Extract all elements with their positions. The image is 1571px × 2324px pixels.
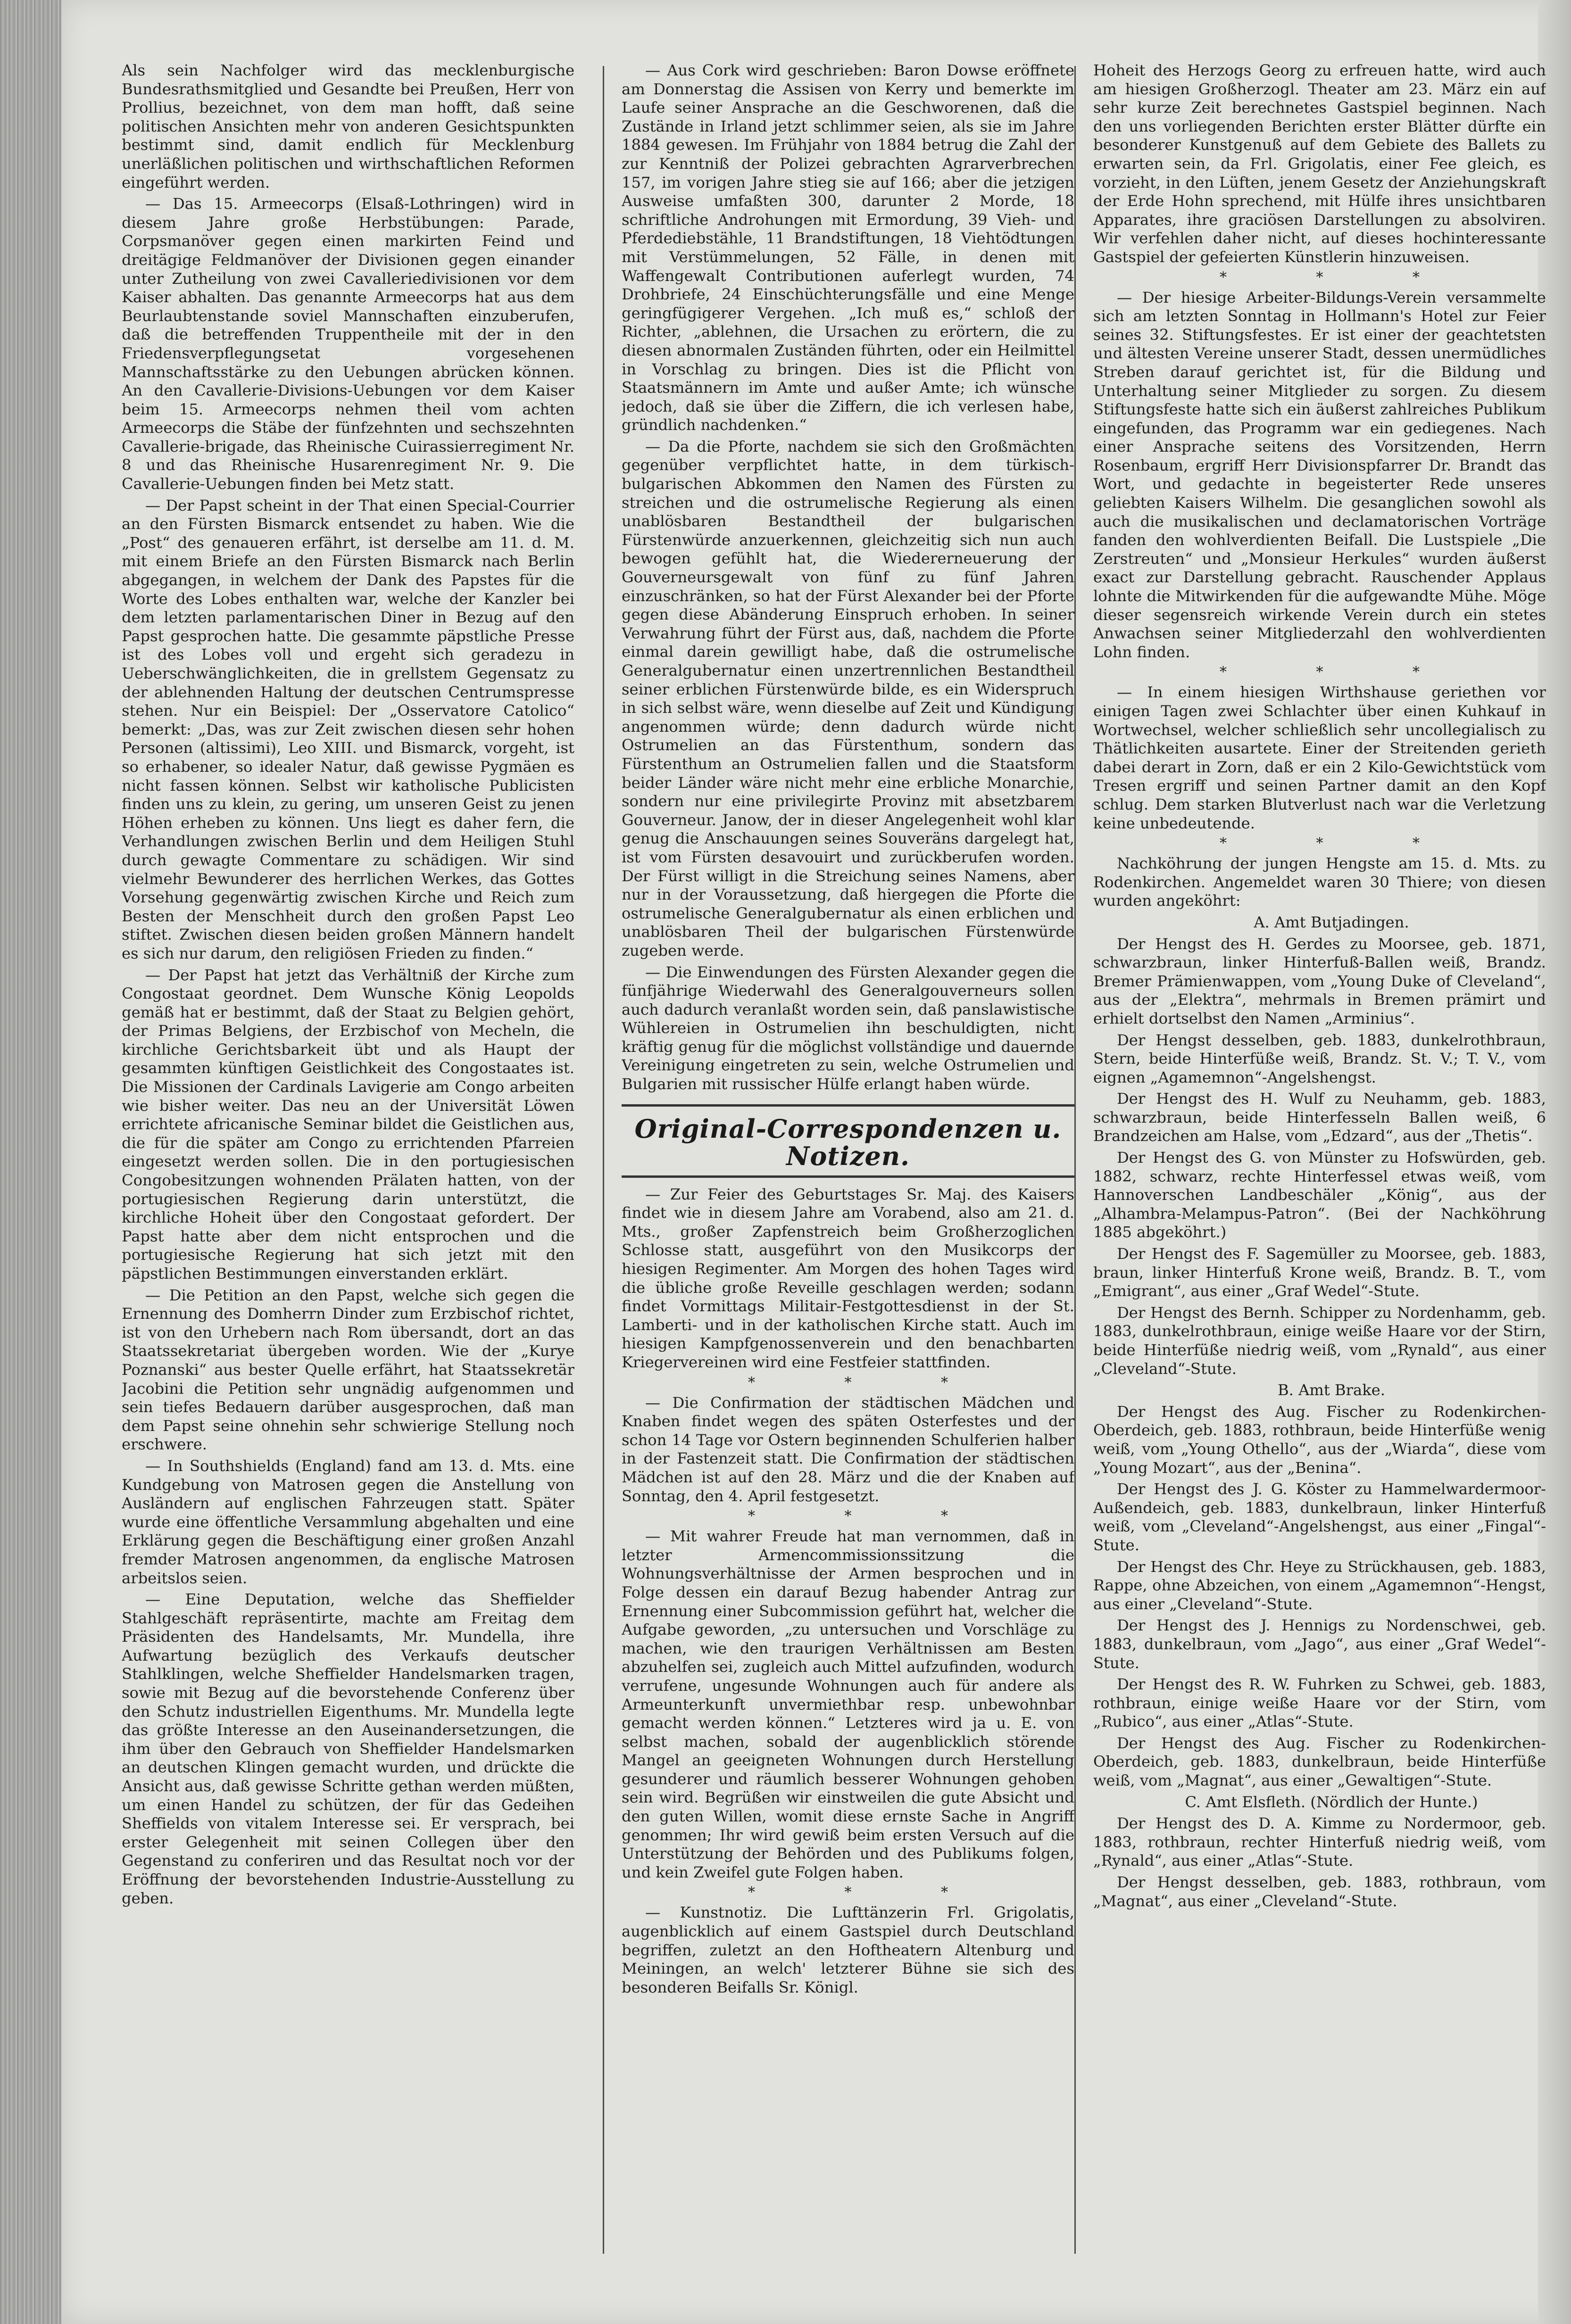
article-paragraph: — Die Einwendungen des Fürsten Alexander gegen die fünfjährige Wiederwahl des Generalgouverneurs sollen auch dadurch veranlaßt worden sein, daß panslawistische Wühlereien in Ostrumelien ihn beschuldigten, nicht kräftig genug für die möglichst vollständige und dauernde Vereinigung eingetreten zu sein, welche Ostrumelien und Bulgarien mit russischer Hülfe erlangt haben würde.	[622, 963, 1074, 1093]
list-item: Der Hengst des D. A. Kimme zu Nordermoor, geb. 1883, rothbraun, rechter Hinterfuß niedrig weiß, vom „Rynald“, aus einer „Atlas“-Stute.	[1093, 1814, 1546, 1870]
list-item: Der Hengst desselben, geb. 1883, dunkelrothbraun, Stern, beide Hinterfüße weiß, Brandz. St. V.; T. V., vom eignen „Agamemnon“-Angelshengst.	[1093, 1031, 1546, 1086]
district-heading: B. Amt Brake.	[1277, 1381, 1386, 1399]
list-item: Der Hengst des Aug. Fischer zu Rodenkirchen-Oberdeich, geb. 1883, dunkelbraun, beide Hinterfüße weiß, vom „Magnat“, aus einer „Gewaltigen“-Stute.	[1093, 1734, 1546, 1790]
article-paragraph: — Mit wahrer Freude hat man vernommen, daß in letzter Armencommissionssitzung die Wohnungsverhältnisse der Armen besprochen und in Folge dessen ein darauf Bezug habender Antrag zur Ernennung einer Subcommission geführt hat, welcher die Aufgabe geworden, „zu untersuchen und Vorschläge zu machen, wie den traurigen Verhältnissen am Besten abzuhelfen sei, zugleich auch Mittel aufzufinden, wodurch verrufene, ungesunde Wohnungen auch für andere als Armeunterkunft unvermiethbar resp. unbewohnbar gemacht werden können.“ Letzteres wird ja u. E. von selbst machen, sobald der augenblicklich störende Mangel an geeigneten Wohnungen durch Herstellung gesunderer und räumlich besserer Wohnungen gehoben sein wird. Begrüßen wir einstweilen die gute Absicht und den guten Willen, womit diese ernste Sache in Angriff genommen; Ihr wird gewiß beim ersten Versuch auf die Unterstützung der Behörden und des Publikums folgen, und kein Zweifel gute Folgen haben.	[622, 1527, 1074, 1881]
separator-stars: * * *	[1219, 269, 1463, 286]
article-paragraph: — Aus Cork wird geschrieben: Baron Dowse eröffnete am Donnerstag die Assisen von Kerry und bemerkte im Laufe seiner Ansprache an die Geschworenen, daß die Zustände in Irland jetzt schlimmer seien, als sie im Jahre 1884 gewesen. Im Frühjahr von 1884 betrug die Zahl der zur Kenntniß der Polizei gebrachten Agrarverbrechen 157, im vorigen Jahre stieg sie auf 166; aber die jetzigen Ausweise umfaßten 300, darunter 2 Morde, 18 schriftliche Androhungen mit Ermordung, 39 Vieh- und Pferdediebstähle, 11 Brandstiftungen, 18 Viehtödtungen mit Verstümmelungen, 52 Fälle, in denen mit Waffengewalt Contributionen auferlegt wurden, 74 Drohbriefe, 24 Einschüchterungsfälle und eine Menge geringfügigerer Vergehen. „Ich muß es,“ schloß der Richter, „ablehnen, die Ursachen zu erörtern, die zu diesen abnormalen Zuständen führten, oder ein Heilmittel in Vorschlag zu bringen. Dies ist die Pflicht von Staatsmännern im Amte und außer Amte; ich wünsche jedoch, daß sie über die Ziffern, die ich verlesen habe, gründlich nachdenken.“	[622, 61, 1074, 434]
list-item: Der Hengst des G. von Münster zu Hofswürden, geb. 1882, schwarz, rechte Hinterfessel etwas weiß, vom Hannoverschen Landbeschäler „König“, aus der „Alhambra-Melampus-Patron“. (Bei der Nachköhrung 1885 abgeköhrt.)	[1093, 1149, 1546, 1241]
column-rule-1	[603, 66, 604, 2254]
binding-spine	[0, 0, 61, 2324]
list-item: Der Hengst des H. Wulf zu Neuhamm, geb. 1883, schwarzbraun, beide Hinterfesseln Ballen weiß, 6 Brandzeichen am Halse, vom „Edzard“, aus der „Thetis“.	[1093, 1090, 1546, 1145]
article-paragraph: Nachköhrung der jungen Hengste am 15. d. Mts. zu Rodenkirchen. Angemeldet waren 30 Thiere; von diesen wurden angeköhrt:	[1093, 854, 1546, 910]
article-paragraph: — Kunstnotiz. Die Lufttänzerin Frl. Grigolatis, augenblicklich auf einem Gastspiel durch Deutschland begriffen, zuletzt an den Hoftheatern Altenburg und Meiningen, an welch' letzterer Bühne sie sich des besonderen Beifalls Sr. Königl.	[622, 1903, 1074, 1996]
column-3	[1093, 61, 1546, 2258]
list-item: Der Hengst des Chr. Heye zu Strückhausen, geb. 1883, Rappe, ohne Abzeichen, von einem „Agamemnon“-Hengst, aus einer „Cleveland“-Stute.	[1093, 1557, 1546, 1613]
list-item: Der Hengst des J. G. Köster zu Hammelwardermoor-Außendeich, geb. 1883, dunkelbraun, linker Hinterfuß weiß, vom „Cleveland“-Angelshengst, aus einer „Fingal“-Stute.	[1093, 1480, 1546, 1554]
section-heading: Original-Correspondenzen u. Notizen.	[622, 1104, 1074, 1178]
article-paragraph: — Der hiesige Arbeiter-Bildungs-Verein versammelte sich am letzten Sonntag in Hollmann's Hotel zur Feier seines 32. Stiftungsfestes. Er ist einer der geachtetsten und ältesten Vereine unserer Stadt, dessen unermüdliches Streben darauf gerichtet ist, für die Bildung und Unterhaltung seiner Mitglieder zu sorgen. Zu diesem Stiftungsfeste hatte sich ein äußerst zahlreiches Publikum eingefunden, das Programm war ein gediegenes. Nach einer Ansprache seitens des Vorsitzenden, Herrn Rosenbaum, ergriff Herr Divisionspfarrer Dr. Brandt das Wort, und gedachte in begeisterter Rede unseres geliebten Kaisers Wilhelm. Die gesanglichen sowohl als auch die musikalischen und declamatorischen Vorträge fanden den wohlverdienten Beifall. Die Lustspiele „Die Zerstreuten“ und „Monsieur Herkules“ wurden äußerst exact zur Darstellung gebracht. Rauschender Applaus lohnte die Mitwirkenden für die aufgewandte Mühe. Möge dieser segensreich wirkende Verein durch ein stetes Anwachsen seiner Mitgliederzahl den wohlverdienten Lohn finden.	[1093, 288, 1546, 661]
article-paragraph: Als sein Nachfolger wird das mecklenburgische Bundesrathsmitglied und Gesandte bei Preußen, Herr von Prollius, bezeichnet, von dem man hofft, daß seine politischen Ansichten mehr von anderen Gesichtspunkten bestimmt sind, damit endlich für Mecklenburg unerläßlichen politischen und wirthschaftlichen Reformen eingeführt werden.	[122, 61, 574, 191]
list-item: Der Hengst des R. W. Fuhrken zu Schwei, geb. 1883, rothbraun, einige weiße Haare vor der Stirn, vom „Rubico“, aus einer „Atlas“-Stute.	[1093, 1675, 1546, 1731]
district-heading: A. Amt Butjadingen.	[1254, 913, 1409, 931]
column-1	[122, 61, 574, 2258]
list-item: Der Hengst des F. Sagemüller zu Moorsee, geb. 1883, braun, linker Hinterfuß Krone weiß, Brandz. B. T., vom „Emigrant“, aus einer „Graf Wedel“-Stute.	[1093, 1245, 1546, 1300]
article-paragraph: — Zur Feier des Geburtstages Sr. Maj. des Kaisers findet wie in diesem Jahre am Vorabend, also am 21. d. Mts., großer Zapfenstreich beim Großherzoglichen Schlosse statt, ausgeführt von den Musikcorps der hiesigen Regimenter. Am Morgen des hohen Tages wird die übliche große Reveille geschlagen werden; sodann findet Vormittags Militair-Festgottesdienst in der St. Lamberti- und in der katholischen Kirche statt. Auch im hiesigen Kampfgenossenverein und den benachbarten Kriegervereinen wird eine Festfeier stattfinden.	[622, 1185, 1074, 1371]
separator-stars: * * *	[748, 1508, 991, 1525]
list-item: Der Hengst des J. Hennigs zu Nordenschwei, geb. 1883, dunkelbraun, vom „Jago“, aus einer „Graf Wedel“-Stute.	[1093, 1616, 1546, 1672]
article-paragraph: — Da die Pforte, nachdem sie sich den Großmächten gegenüber verpflichtet hatte, in dem türkisch-bulgarischen Abkommen den Namen des Fürsten zu streichen und die ostrumelische Regierung als einen unablösbaren Bestandtheil der bulgarischen Fürstenwürde anzuerkennen, gleichzeitig sich nun auch bewogen gefühlt hat, die Wiedererneuerung der Gouverneursgewalt von fünf zu fünf Jahren einzuschränken, so hat der Fürst Alexander bei der Pforte gegen diese Abänderung Einspruch erhoben. In seiner Verwahrung führt der Fürst aus, daß, nachdem die Pforte einmal darein gewilligt habe, daß die ostrumelische Generalgubernatur einen unzertrennlichen Bestandtheil seiner erblichen Fürstenwürde bilde, es ein Widerspruch in sich selbst wäre, wenn dieselbe auf Zeit und Kündigung angenommen würde; denn dadurch würde nicht Ostrumelien an das Fürstenthum, sondern das Fürstenthum an Ostrumelien fallen und die Staatsform beider Länder wäre nicht mehr eine erbliche Monarchie, sondern nur eine privilegirte Provinz mit absetzbarem Gouverneur. Janow, der in dieser Angelegenheit wohl klar genug die Anschauungen seines Souveräns dargelegt hat, ist vom Fürsten desavouirt und zurückberufen worden. Der Fürst willigt in die Streichung seines Namens, aber nur in der Voraussetzung, daß hiergegen die Pforte die ostrumelische Generalgubernatur als einen erblichen und unablösbaren Theil der bulgarischen Fürstenwürde zugeben werde.	[622, 437, 1074, 959]
article-paragraph: Hoheit des Herzogs Georg zu erfreuen hatte, wird auch am hiesigen Großherzogl. Theater am 23. März ein auf sehr kurze Zeit berechnetes Gastspiel beginnen. Nach den uns vorliegenden Berichten erster Blätter dürfte ein besonderer Kunstgenuß auf dem Gebiete des Ballets zu erwarten sein, da Frl. Grigolatis, einer Fee gleich, es vorzieht, in den Lüften, jenem Gesetz der Anziehungskraft der Erde Hohn sprechend, mit Hülfe ihres unsichtbaren Apparates, ihre graciösen Darstellungen zu absolviren. Wir verfehlen daher nicht, auf dieses hochinteressante Gastspiel der gefeierten Künstlerin hinzuweisen.	[1093, 61, 1546, 266]
article-paragraph: — In Southshields (England) fand am 13. d. Mts. eine Kundgebung von Matrosen gegen die Anstellung von Ausländern auf englischen Fahrzeugen statt. Später wurde eine öffentliche Versammlung abgehalten und eine Erklärung gegen die Beschäftigung einer großen Anzahl fremder Matrosen angenommen, da englische Matrosen arbeitslos seien.	[122, 1456, 574, 1587]
article-paragraph: — Der Papst scheint in der That einen Special-Courrier an den Fürsten Bismarck entsendet zu haben. Wie die „Post“ des genaueren erfährt, ist derselbe am 11. d. M. mit einem Briefe an den Fürsten Bismarck nach Berlin abgegangen, in welchem der Dank des Papstes für die Worte des Lobes enthalten war, welche der Kanzler bei dem letzten parlamentarischen Diner in Bezug auf den Papst gesprochen hatte. Die gesammte päpstliche Presse ist des Lobes voll und ergeht sich geradezu in Ueberschwänglichkeiten, die in grellstem Gegensatz zu der ablehnenden Haltung der deutschen Centrumspresse stehen. Nur ein Beispiel: Der „Osservatore Catolico“ bemerkt: „Das, was zur Zeit zwischen diesen sehr hohen Personen (altissimi), Leo XIII. und Bismarck, vorgeht, ist so erhabener, so idealer Natur, daß gewisse Pygmäen es nicht fassen können. Selbst wir katholische Publicisten finden uns zu klein, zu gering, um unseren Geist zu jenen Höhen erheben zu können. Uns liegt es daher fern, die Verhandlungen zwischen Berlin und dem Heiligen Stuhl durch gewagte Commentare zu schädigen. Wir sind vielmehr Bewunderer des herrlichen Werkes, das Gottes Vorsehung gegenwärtig zwischen Kirche und Reich zum Besten der Menschheit durch den großen Papst Leo stiftet. Zwischen diesen beiden großen Männern handelt es sich nur darum, den religiösen Frieden zu finden.“	[122, 496, 574, 962]
list-item: Der Hengst des Bernh. Schipper zu Nordenhamm, geb. 1883, dunkelrothbraun, einige weiße Haare vor der Stirn, beide Hinterfüße niedrig weiß, vom „Rynald“, aus einer „Cleveland“-Stute.	[1093, 1303, 1546, 1378]
list-item: Der Hengst des Aug. Fischer zu Rodenkirchen-Oberdeich, geb. 1883, rothbraun, beide Hinterfüße wenig weiß, vom „Young Othello“, aus der „Wiarda“, diese vom „Young Mozart“, aus der „Benina“.	[1093, 1402, 1546, 1477]
district-heading: C. Amt Elsfleth. (Nördlich der Hunte.)	[1185, 1793, 1478, 1811]
separator-stars: * * *	[1219, 835, 1463, 852]
column-2	[622, 61, 1074, 2258]
separator-stars: * * *	[748, 1374, 991, 1391]
list-item: Der Hengst des H. Gerdes zu Moorsee, geb. 1871, schwarzbraun, linker Hinterfuß-Ballen weiß, Brandz. Bremer Prämienwappen, vom „Young Duke of Cleveland“, aus der „Elektra“, mehrmals in Bremen prämirt und erhielt dortselbst den Namen „Arminius“.	[1093, 935, 1546, 1027]
list-item: Der Hengst desselben, geb. 1883, rothbraun, vom „Magnat“, aus einer „Cleveland“-Stute.	[1093, 1873, 1546, 1910]
article-paragraph: — Die Confirmation der städtischen Mädchen und Knaben findet wegen des späten Osterfestes und der schon 14 Tage vor Ostern beginnenden Schulferien halber in der Fastenzeit statt. Die Confirmation der städtischen Mädchen ist auf den 28. März und die der Knaben auf Sonntag, den 4. April festgesetzt.	[622, 1393, 1074, 1505]
column-rule-2	[1074, 66, 1076, 2254]
article-paragraph: — In einem hiesigen Wirthshause geriethen vor einigen Tagen zwei Schlachter über einen Kuhkauf in Wortwechsel, welcher schließlich sehr uncollegialisch zu Thätlichkeiten ausartete. Einer der Streitenden gerieth dabei derart in Zorn, daß er ein 2 Kilo-Gewichtstück vom Tresen ergriff und seinen Partner damit an den Kopf schlug. Dem starken Blutverlust nach war die Verletzung keine unbedeutende.	[1093, 683, 1546, 832]
article-paragraph: — Die Petition an den Papst, welche sich gegen die Ernennung des Domherrn Dinder zum Erzbischof richtet, ist von den Urhebern nach Rom übersandt, dort an das Staatssekretariat übergeben worden. Wie der „Kurye Poznanski“ aus bester Quelle erfährt, hat Staatssekretär Jacobini die Petition sehr ungnädig aufgenommen und sein tiefes Bedauern darüber ausgesprochen, daß man dem Papst seine ohnehin sehr schwierige Stellung noch erschwere.	[122, 1286, 574, 1454]
separator-stars: * * *	[748, 1884, 991, 1901]
article-paragraph: — Der Papst hat jetzt das Verhältniß der Kirche zum Congostaat geordnet. Dem Wunsche König Leopolds gemäß hat er bestimmt, daß der Staat zu Belgien gehört, der Primas Belgiens, der Erzbischof von Mecheln, die kirchliche Gerichtsbarkeit übt und als Haupt der gesammten künftigen Geistlichkeit des Congostaates ist. Die Missionen der Cardinals Lavigerie am Congo arbeiten wie bisher weiter. Das neu an der Universität Löwen errichtete africanische Seminar bildet die Geistlichen aus, die für die später am Congo zu errichtenden Pfarreien eingesetzt werden sollen. Die in den portugiesischen Congobesitzungen wohnenden Prälaten hatten, von der portugiesischen Regierung darin unterstützt, die kirchliche Hoheit über den Congostaat gefordert. Der Papst hatte aber dem nicht entsprochen und die portugiesische Regierung hat sich jetzt mit den päpstlichen Bestimmungen einverstanden erklärt.	[122, 966, 574, 1282]
article-paragraph: — Das 15. Armeecorps (Elsaß-Lothringen) wird in diesem Jahre große Herbstübungen: Parade, Corpsmanöver gegen einen markirten Feind und dreitägige Feldmanöver der Divisionen gegen einander unter Zutheilung von zwei Cavalleriedivisionen vor dem Kaiser abhalten. Das genannte Armeecorps hat aus dem Beurlaubtenstande soviel Mannschaften einzuberufen, daß die betreffenden Truppentheile mit der in den Friedensverpflegungsetat vorgesehenen Mannschaftsstärke zu den Uebungen abrücken können. An den Cavallerie-Divisions-Uebungen vor dem Kaiser beim 15. Armeecorps nehmen theil vom achten Armeecorps die Stäbe der fünfzehnten und sechszehnten Cavallerie-brigade, das Rheinische Cuirassierregiment Nr. 8 und das Rheinische Husarenregiment Nr. 9. Die Cavallerie-Uebungen finden bei Metz statt.	[122, 195, 574, 493]
separator-stars: * * *	[1219, 664, 1463, 681]
article-paragraph: — Eine Deputation, welche das Sheffielder Stahlgeschäft repräsentirte, machte am Freitag dem Präsidenten des Handelsamts, Mr. Mundella, ihre Aufwartung bezüglich des Verkaufs deutscher Stahlklingen, welche Sheffielder Handelsmarken tragen, sowie mit Bezug auf die bevorstehende Conferenz über den Schutz industriellen Eigenthums. Mr. Mundella legte das größte Interesse an den Auseinandersetzungen, die ihm über den Gebrauch von Sheffielder Handelsmarken an deutschen Klingen gemacht wurden, und drückte die Ansicht aus, daß gewisse Schritte gethan werden müßten, um einen Handel zu schützen, der für das Gedeihen Sheffields von vitalem Interesse sei. Er versprach, bei erster Gelegenheit mit seinen Collegen über den Gegenstand zu conferiren und das Resultat noch vor der Eröffnung der bevorstehenden Industrie-Ausstellung zu geben.	[122, 1590, 574, 1907]
